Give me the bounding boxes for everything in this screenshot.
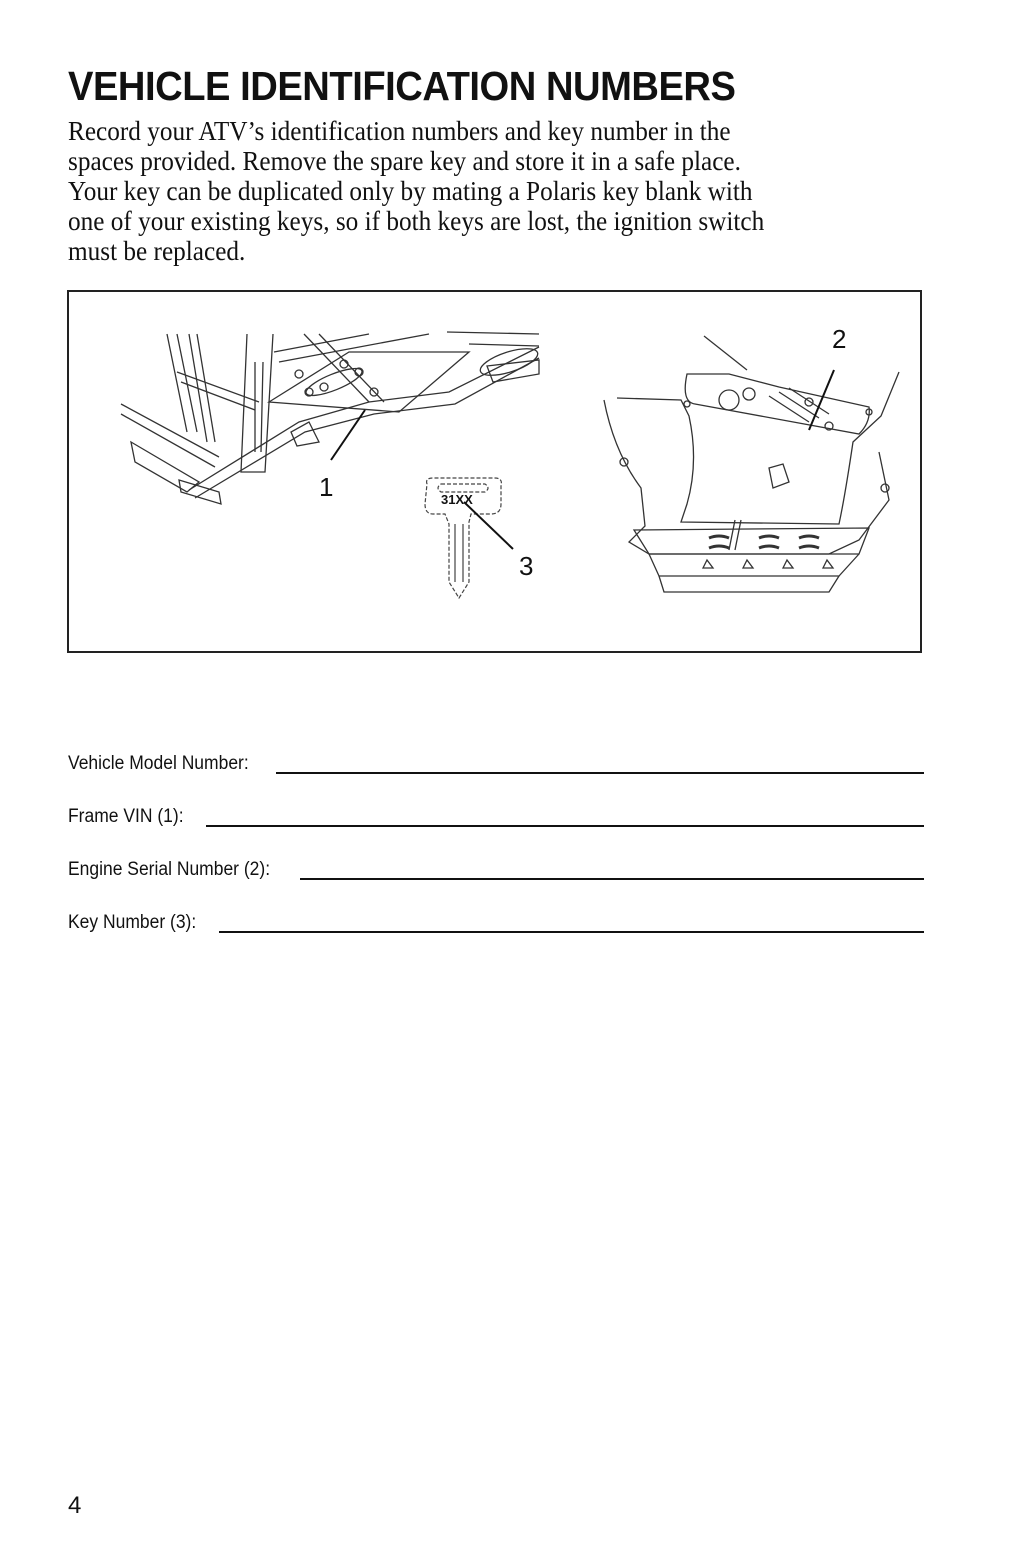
page-number: 4	[68, 1492, 82, 1519]
key-stamp-text: 31XX	[441, 492, 473, 507]
frame-vin-field	[68, 775, 924, 828]
frame-vin-input[interactable]	[206, 825, 924, 827]
vehicle-model-number-input[interactable]	[276, 772, 924, 774]
callout-3: 3	[519, 551, 534, 581]
intro-line: one of your existing keys, so if both keys are lost, the ignition switch	[68, 206, 765, 236]
engine-serial-number-input[interactable]	[300, 878, 924, 880]
engine-illustration	[604, 336, 899, 592]
callout-2: 2	[832, 324, 847, 354]
identification-form	[68, 722, 924, 934]
vehicle-model-number-label: Vehicle Model Number:	[68, 753, 249, 774]
engine-serial-number-label: Engine Serial Number (2):	[68, 859, 271, 880]
page-title: VEHICLE IDENTIFICATION NUMBERS	[68, 63, 736, 109]
key-number-label: Key Number (3):	[68, 912, 197, 933]
intro-line: Your key can be duplicated only by mating a Polaris key blank with	[68, 176, 753, 206]
callout-1-leader	[331, 410, 365, 460]
identification-figure	[67, 290, 922, 653]
key-number-input[interactable]	[219, 931, 924, 933]
callout-1: 1	[319, 472, 334, 502]
frame-vin-label: Frame VIN (1):	[68, 806, 184, 827]
intro-line: Record your ATV’s identification numbers and key number in the	[68, 116, 731, 146]
intro-line: spaces provided. Remove the spare key and store it in a safe place.	[68, 146, 741, 176]
callout-3-leader	[464, 502, 513, 549]
intro-paragraph	[68, 116, 948, 266]
vehicle-model-number-field	[68, 722, 924, 775]
intro-line: must be replaced.	[68, 236, 246, 266]
engine-serial-number-field	[68, 828, 924, 881]
key-number-field	[68, 881, 924, 934]
